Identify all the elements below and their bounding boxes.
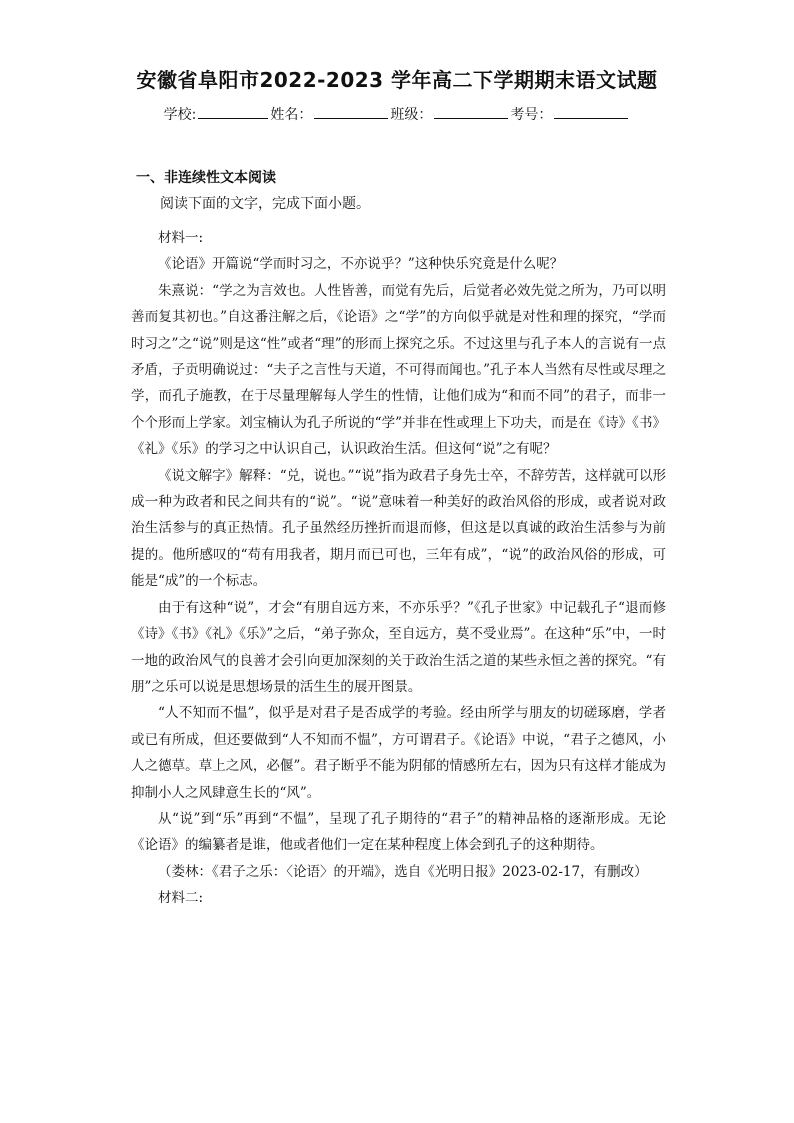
paragraph: 朱熹说：“学之为言效也。人性皆善，而觉有先后，后觉者必效先觉之所为，乃可以明善而复其初也。”自这番注解之后，《论语》之“学”的方向似乎就是对性和理的探究，“学而时习之”之“说”则是这“性”或者“理”的形而上探究之乐。不过这里与孔子本人的言说有一点矛盾，子贡明确说过：“夫子之言性与天道，不可得而闻也。”孔子本人当然有尽性或尽理之学，而孔子施教，在于尽量理解每人学生的性情，让他们成为“和而不同”的君子，而非一个个形而上学家。刘宝楠认为孔子所说的“学”并非在性或理上下功夫，而是在《诗》《书》《礼》《乐》的学习之中认识自己，认识政治生活。但这何“说”之有呢？ (131, 282, 666, 458)
number-label: 考号： (510, 107, 553, 123)
student-info-line (0, 103, 794, 124)
material-one-label: 材料一: (158, 230, 204, 246)
reading-passage (131, 225, 666, 912)
page-title: 安徽省阜阳市2022-2023 学年高二下学期期末语文试题 (136, 68, 658, 92)
school-blank[interactable] (198, 103, 268, 119)
section-heading: 一、非连续性文本阅读 (136, 170, 276, 186)
paragraph: 《说文解字》解释：“兑，说也。”“说”指为政君子身先士卒，不辞劳苦，这样就可以形成一种为政者和民之间共有的“说”。“说”意味着一种美好的政治风俗的形成，或者说对政治生活参与的真正热情。孔子虽然经历挫折而退而修，但这是以真诚的政治生活参与为前提的。他所感叹的“苟有用我者，期月而已可也，三年有成”，“说”的政治风俗的形成，可能是“成”的一个标志。 (131, 467, 666, 590)
class-blank[interactable] (434, 103, 508, 119)
name-label: 姓名： (270, 107, 313, 123)
paragraph: 由于有这种“说”，才会“有朋自远方来，不亦乐乎？”《孔子世家》中记载孔子“退而修《诗》《书》《礼》《乐》”之后，“弟子弥众，至自远方，莫不受业焉”。在这种“乐”中，一时一地的政治风气的良善才会引向更加深刻的关于政治生活之道的某些永恒之善的探究。“有朋”之乐可以说是思想场景的活生生的展开图景。 (131, 599, 666, 695)
paragraph: “人不知而不愠”，似乎是对君子是否成学的考验。经由所学与朋友的切磋琢磨，学者或已有所成，但还要做到“人不知而不愠”，方可谓君子。《论语》中说，“君子之德风，小人之德草。草上之风，必偃”。君子断乎不能为阴郁的情感所左右，因为只有这样才能成为抑制小人之风肆意生长的“风”。 (131, 705, 666, 801)
number-blank[interactable] (554, 103, 628, 119)
source-citation: （娄林：《君子之乐：〈论语〉的开端》，选自《光明日报》2023-02-17，有删改） (158, 863, 648, 880)
paragraph: 《论语》开篇说“学而时习之，不亦说乎？”这种快乐究竟是什么呢？ (158, 256, 564, 273)
class-label: 班级： (390, 107, 433, 123)
name-blank[interactable] (314, 103, 388, 119)
school-label: 学校: (163, 107, 197, 123)
instruction-text: 阅读下面的文字，完成下面小题。 (160, 196, 370, 212)
material-two-label: 材料二: (158, 890, 204, 907)
paragraph: 从“说”到“乐”再到“不愠”，呈现了孔子期待的“君子”的精神品格的逐渐形成。无论《论语》的编纂者是谁，他或者他们一定在某种程度上体会到孔子的这种期待。 (131, 810, 666, 854)
